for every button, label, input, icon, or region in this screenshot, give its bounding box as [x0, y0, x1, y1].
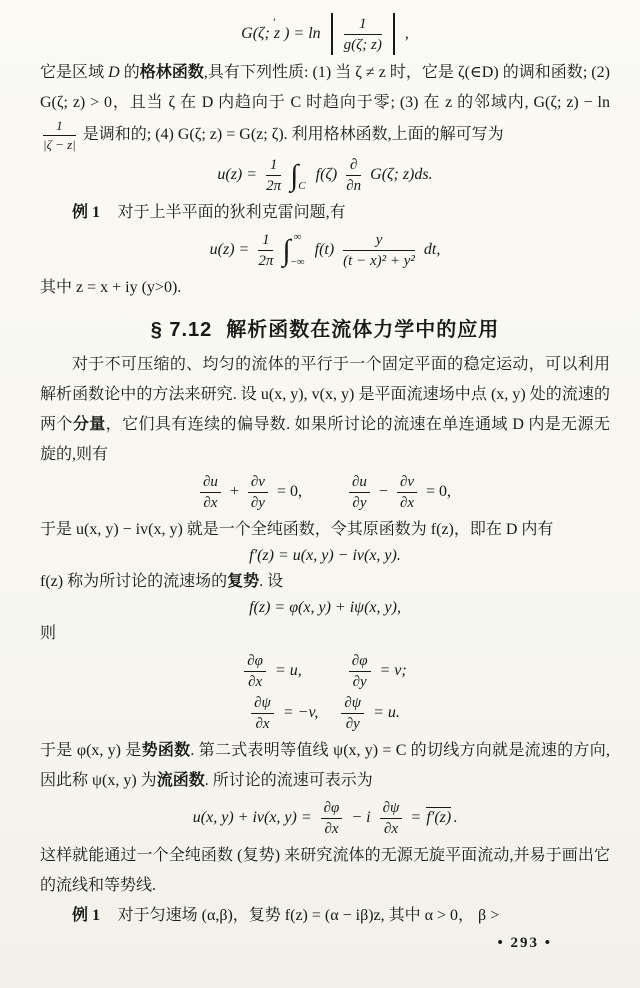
poisson-kernel-formula — [40, 231, 610, 270]
integral-lower-limit: C — [298, 179, 306, 192]
example-dirichlet-line — [40, 198, 610, 228]
integrand: f(ζ) — [315, 165, 338, 183]
fraction-numerator: ∂φ — [321, 799, 343, 820]
fraction-denominator: ∂y — [352, 495, 367, 512]
abs-bar-left — [331, 13, 333, 55]
intro-paragraph — [40, 350, 610, 470]
plus-operator: + — [229, 482, 239, 500]
text-segment: 对于不可压缩的、均匀的流体的平行于一个固定平面的稳定运动，可以利用解析函数论中的方法来研究. 设 u(x, y), v(x, y) 是平面流速场中点 (x, y) 处的流速的两个 — [40, 355, 610, 433]
partial-fraction — [349, 473, 370, 512]
bold-term-potential-function: 势函数 — [141, 741, 191, 759]
holomorphic-function-paragraph: 于是 u(x, y) − iv(x, y) 就是一个全纯函数，令其原函数为 f(z)，即在 D 内有 — [40, 520, 554, 538]
partial-fraction — [251, 694, 274, 733]
velocity-formula — [40, 799, 610, 838]
fraction-denominator: ∂x — [324, 821, 339, 838]
section-title: 解析函数在流体力学中的应用 — [226, 318, 500, 341]
section-header — [40, 313, 610, 342]
where-condition-line: 其中 z = x + iy (y>0). — [40, 278, 182, 296]
formula-lhs: u(z) = — [209, 240, 250, 258]
complex-potential-formula — [40, 600, 610, 616]
partial-derivative-fraction — [346, 156, 361, 195]
abs-bar-right — [393, 13, 395, 55]
fraction-denominator: (t − x)² + y² — [343, 253, 415, 270]
integral-sign: ∫ — [290, 158, 299, 192]
fraction-denominator: ∂y — [352, 674, 367, 691]
formula-tail: dt, — [423, 240, 441, 258]
text-segment: . 设 — [259, 572, 284, 590]
minus-i-operator: − i — [351, 808, 371, 826]
fraction-numerator: ∂v — [248, 473, 268, 494]
text-segment: . 第二式表明等值线 ψ(x, y) = C 的切线方向就是流速的方向,因此称 ψ(x, y) 为 — [40, 741, 610, 789]
partial-fraction — [349, 652, 371, 691]
conclusion-paragraph: 这样就能通过一个全纯函数 (复势) 来研究流体的无源无旋平面流动,并易于画出它的流线和等势线. — [40, 846, 610, 894]
source-free-irrotational-equations — [40, 473, 610, 512]
fraction-denominator: ∂y — [345, 716, 360, 733]
partial-fraction — [321, 799, 343, 838]
example-text: 对于匀速场 (α,β)，复势 f(z) = (α − iβ)z, 其中 α > 0， β > — [117, 906, 500, 924]
fraction-denominator: ∂n — [346, 178, 362, 195]
text-segment: 是调和的; (4) G(ζ; z) = G(z; ζ). 利用格林函数,上面的解可写为 — [78, 125, 504, 143]
example-text: 对于上半平面的狄利克雷问题,有 — [117, 203, 346, 221]
math-var: D — [108, 64, 120, 81]
inline-fraction — [43, 118, 76, 153]
text-segment: 于是 φ(x, y) 是 — [40, 741, 142, 759]
equals-zero: = 0, — [426, 482, 452, 500]
fraction — [344, 15, 382, 54]
section-number: § 7.12 — [150, 318, 213, 341]
fraction-denominator: 2π — [258, 253, 274, 270]
integral-limits — [291, 232, 305, 268]
equals-zero: = 0, — [276, 482, 302, 500]
example-uniform-field-line — [40, 901, 610, 931]
example-label: 例 1 — [72, 906, 101, 924]
stream-function-paragraph — [40, 736, 610, 796]
formula-text: f′(z) = u(x, y) − iv(x, y). — [249, 546, 401, 564]
bold-term-components: 分量 — [72, 415, 106, 433]
page-number: • 293 • — [497, 934, 552, 951]
formula-lhs: u(z) = — [217, 165, 258, 183]
kernel-fraction — [343, 231, 415, 270]
green-function-formula: G(ζ; z′) = ln $\frac{1}{g(\zeta; z)}$ , — [241, 14, 409, 53]
bold-term-complex-potential: 复势 — [227, 572, 260, 590]
equals-v: = v; — [379, 661, 407, 679]
fraction-numerator: ∂φ — [349, 652, 371, 673]
partial-fraction — [397, 473, 417, 512]
text-segment: ，它们具有连续的偏导数. 如果所讨论的流速在单连通域 D 内是无源无旋的,则有 — [40, 415, 610, 463]
partial-fraction — [248, 473, 268, 512]
text-segment: 的 — [119, 64, 140, 81]
fraction-numerator: 1 — [258, 231, 273, 252]
formula-tail: . — [453, 808, 458, 826]
fraction-denominator: |ζ − z| — [43, 137, 76, 153]
fraction-numerator: y — [343, 231, 415, 252]
partial-fraction — [200, 473, 221, 512]
fraction-numerator: ∂φ — [244, 652, 266, 673]
fraction-numerator: ∂ψ — [380, 799, 403, 820]
fraction-numerator: 1 — [344, 15, 382, 36]
partial-fraction — [341, 694, 364, 733]
formula-tail: G(ζ; z)ds. — [370, 165, 433, 183]
text-segment: 它是区域 — [40, 64, 109, 81]
bold-term-stream-function: 流函数 — [156, 771, 205, 789]
f-prime-formula — [40, 548, 610, 564]
partial-fraction — [380, 799, 403, 838]
formula-text: f(z) = φ(x, y) + iψ(x, y), — [249, 598, 401, 616]
fraction-numerator: ∂ψ — [251, 694, 274, 715]
coefficient-fraction — [258, 231, 273, 270]
partial-fraction — [244, 652, 266, 691]
green-function-properties-paragraph — [40, 58, 610, 153]
formula-lhs: u(x, y) + iv(x, y) = — [192, 808, 312, 826]
equals-sign: = — [411, 808, 421, 826]
integral-upper-limit: ∞ — [293, 231, 302, 244]
text-segment: f(z) 称为所讨论的流速场的 — [40, 572, 228, 590]
fraction-denominator: 2π — [266, 178, 282, 195]
fraction-denominator: ∂x — [255, 716, 270, 733]
text-segment: . 所讨论的流速可表示为 — [204, 771, 373, 789]
bold-term-green-function: 格林函数 — [139, 64, 204, 81]
formula-tail: , — [404, 24, 409, 42]
fraction-denominator: g(ζ; z) — [343, 37, 382, 53]
fraction-numerator: ∂u — [200, 473, 221, 494]
equals-u: = u. — [373, 703, 400, 721]
fraction-denominator: ∂x — [248, 674, 263, 691]
fraction-numerator: ∂u — [349, 473, 370, 494]
fraction-numerator: ∂ — [346, 156, 361, 177]
integrand: f(t) — [314, 240, 335, 258]
fraction-numerator: 1 — [43, 118, 76, 136]
solution-integral-formula — [40, 156, 610, 195]
phi-partial-equations — [40, 652, 610, 691]
complex-potential-paragraph — [40, 567, 610, 597]
fraction-numerator: ∂v — [397, 473, 417, 494]
equals-u: = u, — [274, 661, 302, 679]
fraction-numerator: 1 — [266, 156, 281, 177]
formula-lhs: G(ζ; z — [241, 24, 281, 42]
fraction-denominator: ∂x — [399, 495, 415, 512]
equals-minus-v: = −v, — [282, 703, 319, 721]
conjugate-f-prime: f′(z) — [426, 808, 452, 826]
fraction-numerator: ∂ψ — [341, 694, 364, 715]
fraction-denominator: ∂x — [383, 821, 399, 838]
coefficient-fraction — [266, 156, 281, 195]
minus-operator: − — [378, 482, 388, 500]
fraction-denominator: ∂y — [250, 495, 265, 512]
text-segment: ,具有下列性质: (1) 当 ζ ≠ z 时，它是 ζ(∈D) 的调和函数; (2) G(ζ; z) > 0，且当 ζ 在 D 内趋向于 C 时趋向于零; (3) 在 z 的邻域内, G(ζ; z) − ln — [40, 64, 610, 111]
integral-sign: ∫ — [282, 233, 291, 267]
fraction-denominator: ∂x — [203, 495, 218, 512]
psi-partial-equations — [40, 694, 610, 733]
formula-equals-ln: ) = ln — [284, 24, 321, 42]
example-label: 例 1 — [72, 203, 101, 221]
then-word: 则 — [40, 624, 57, 642]
integral-lower-limit: −∞ — [290, 256, 305, 269]
